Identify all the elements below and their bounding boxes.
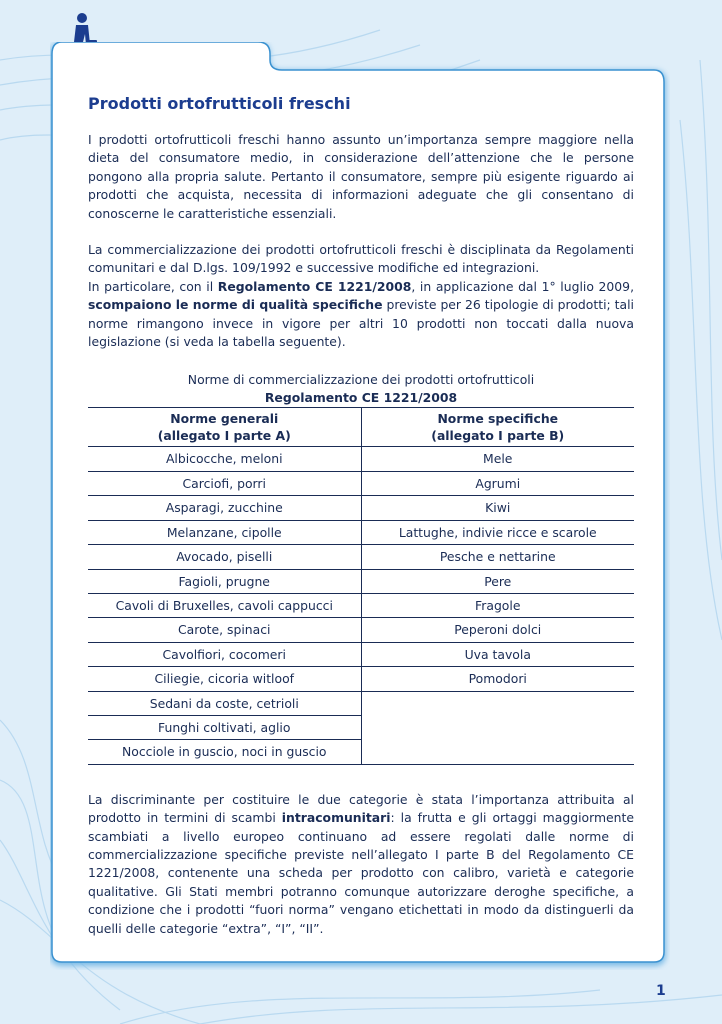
- col-specific-header: Norme specifiche (allegato I parte B): [361, 408, 634, 447]
- page-content: [88, 94, 634, 938]
- quality-norms-highlight: scompaiono le norme di qualità specifiche: [88, 297, 383, 313]
- table-row: [88, 569, 634, 593]
- general-norm-cell: Albicocche, meloni: [88, 447, 361, 471]
- specific-norm-cell: Pomodori: [361, 667, 634, 691]
- table-header-row: [88, 408, 634, 447]
- specific-norm-cell: [361, 715, 634, 739]
- table-row: [88, 642, 634, 666]
- table-row: [88, 740, 634, 764]
- page-number: 1: [656, 983, 666, 999]
- general-norm-cell: Nocciole in guscio, noci in guscio: [88, 740, 361, 764]
- general-norm-cell: Carote, spinaci: [88, 618, 361, 642]
- particular-paragraph: In particolare, con il Regolamento CE 1221/2008, in applicazione dal 1° luglio 2009, scompaiono le norme di qualità specifiche previste per 26 tipologie di prodotti; tali norme rimangono invece in vigore per altri 10 prodotti non toccati dalla nuova legislazione (si veda la tabella seguente).: [88, 278, 635, 350]
- table-row: [88, 593, 634, 617]
- intro-paragraph: I prodotti ortofrutticoli freschi hanno assunto un’importanza sempre maggiore nella dieta del consumatore medio, in considerazione dell’attenzione che le persone pongono alla propria salute. Pertanto il consumatore, sempre più esigente riguardo ai prodotti che acquista, necessita di informazioni adeguate che gli consentano di conoscerne le caratteristiche essenziali.: [88, 132, 634, 221]
- specific-norm-cell: Kiwi: [361, 496, 634, 520]
- table-row: [88, 715, 634, 739]
- table-row: [88, 545, 634, 569]
- general-norm-cell: Sedani da coste, cetrioli: [88, 691, 361, 715]
- table-row: [88, 520, 634, 544]
- col-general-header: Norme generali (allegato I parte A): [88, 408, 361, 447]
- general-norm-cell: Cavoli di Bruxelles, cavoli cappucci: [88, 593, 361, 617]
- table-row: [88, 691, 634, 715]
- section-title: Prodotti ortofrutticoli freschi: [88, 94, 351, 113]
- table-row: [88, 447, 634, 471]
- specific-norm-cell: Pesche e nettarine: [361, 545, 634, 569]
- intracommunity-highlight: intracomunitari: [281, 810, 391, 826]
- table-row: [88, 618, 634, 642]
- table-row: [88, 667, 634, 691]
- general-norm-cell: Fagioli, prugne: [88, 569, 361, 593]
- regulation-paragraph: La commercializzazione dei prodotti ortofrutticoli freschi è disciplinata da Regolamenti comunitari e dal D.lgs. 109/1992 e successive modifiche ed integrazioni.: [88, 242, 634, 276]
- table-caption-line2: Regolamento CE 1221/2008: [264, 390, 458, 406]
- general-norm-cell: Cavolfiori, cocomeri: [88, 642, 361, 666]
- discriminant-paragraph: La discriminante per costituire le due categorie è stata l’importanza attribuita al prodotto in termini di scambi intracomunitari: la frutta e gli ortaggi maggiormente scambiati a livello europeo continuano ad essere regolati dalle norme di commercializzazione specifiche previste nell’allegato I parte B del Regolamento CE 1221/2008, contenente una scheda per prodotto con calibro, varietà e categorie qualitative. Gli Stati membri potranno comunque autorizzare deroghe specifiche, a condizione che i prodotti “fuori norma” vengano etichettati in modo da distinguerli da quelli delle categorie “extra”, “I”, “II”.: [88, 791, 635, 936]
- table-row: [88, 471, 634, 495]
- general-norm-cell: Asparagi, zucchine: [88, 496, 361, 520]
- specific-norm-cell: Mele: [361, 447, 634, 471]
- specific-norm-cell: Lattughe, indivie ricce e scarole: [361, 520, 634, 544]
- specific-norm-cell: Agrumi: [361, 471, 634, 495]
- specific-norm-cell: Uva tavola: [361, 642, 634, 666]
- general-norm-cell: Avocado, piselli: [88, 545, 361, 569]
- regulation-name: Regolamento CE 1221/2008: [217, 278, 412, 294]
- table-caption: [88, 371, 634, 407]
- specific-norm-cell: Fragole: [361, 593, 634, 617]
- table-row: [88, 496, 634, 520]
- general-norm-cell: Ciliegie, cicoria witloof: [88, 667, 361, 691]
- specific-norm-cell: [361, 691, 634, 715]
- specific-norm-cell: [361, 740, 634, 764]
- general-norm-cell: Funghi coltivati, aglio: [88, 715, 361, 739]
- table-caption-line1: Norme di commercializzazione dei prodotti ortofrutticoli: [187, 372, 535, 388]
- general-norm-cell: Carciofi, porri: [88, 471, 361, 495]
- norms-table: [88, 407, 634, 764]
- specific-norm-cell: Pere: [361, 569, 634, 593]
- specific-norm-cell: Peperoni dolci: [361, 618, 634, 642]
- general-norm-cell: Melanzane, cipolle: [88, 520, 361, 544]
